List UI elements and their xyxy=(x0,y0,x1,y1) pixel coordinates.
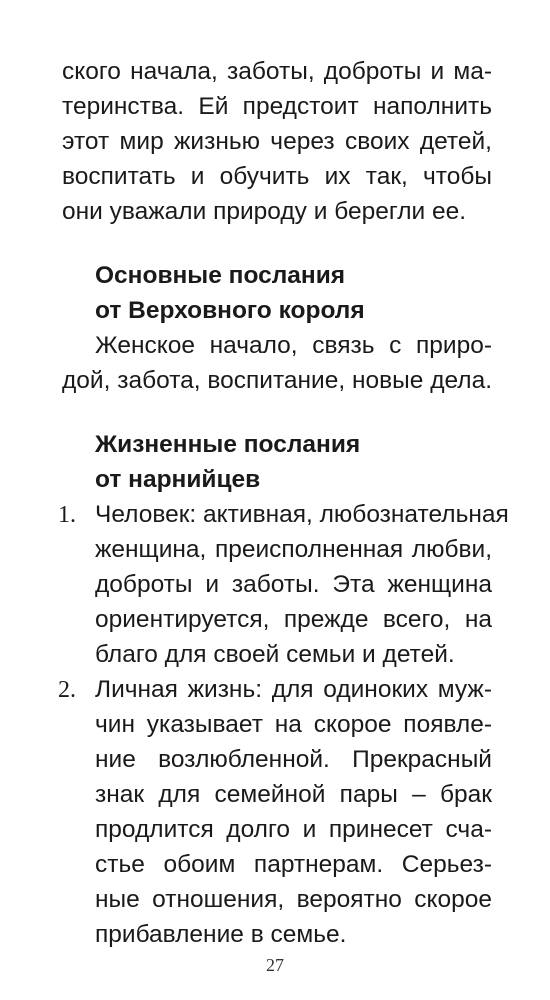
list-item-line: ориентируется, прежде всего, на xyxy=(95,606,492,633)
list-item-line: чин указывает на скорое появле- xyxy=(95,711,492,738)
list-item-line: благо для своей семьи и детей. xyxy=(95,641,455,668)
list-item-line: стье обоим партнерам. Серьез- xyxy=(95,851,492,878)
list-item-number: 2. xyxy=(58,677,76,703)
intro-line: воспитать и обучить их так, чтобы xyxy=(62,163,492,190)
list-item-line: доброты и заботы. Эта женщина xyxy=(95,571,492,598)
intro-line: теринства. Ей предстоит наполнить xyxy=(62,93,492,120)
list-item-line: ние возлюбленной. Прекрасный xyxy=(95,746,492,773)
section-heading: от Верховного короля xyxy=(95,297,365,324)
list-item-line: знак для семейной пары – брак xyxy=(95,781,492,808)
list-item-line: прибавление в семье. xyxy=(95,921,347,948)
intro-line: этот мир жизнью через своих детей, xyxy=(62,128,492,155)
section-heading: Основные послания xyxy=(95,262,346,289)
section-body-line: дой, забота, воспитание, новые дела. xyxy=(62,367,493,394)
section-body-line: Женское начало, связь с приро- xyxy=(95,332,492,359)
intro-line: они уважали природу и берегли ее. xyxy=(62,198,467,225)
list-item-line: продлится долго и принесет сча- xyxy=(95,816,492,843)
intro-line: ского начала, заботы, доброты и ма- xyxy=(62,58,492,85)
list-item-line: ные отношения, вероятно скорое xyxy=(95,886,492,913)
list-item-number: 1. xyxy=(58,502,76,528)
list-item-line: Личная жизнь: для одиноких муж- xyxy=(95,676,492,703)
section-heading: Жизненные послания xyxy=(95,431,361,458)
page-number: 27 xyxy=(266,955,284,975)
section-heading: от нарнийцев xyxy=(95,466,261,493)
list-item-line: женщина, преисполненная любви, xyxy=(95,536,492,563)
list-item-line: Человек: активная, любознательная xyxy=(95,501,509,528)
